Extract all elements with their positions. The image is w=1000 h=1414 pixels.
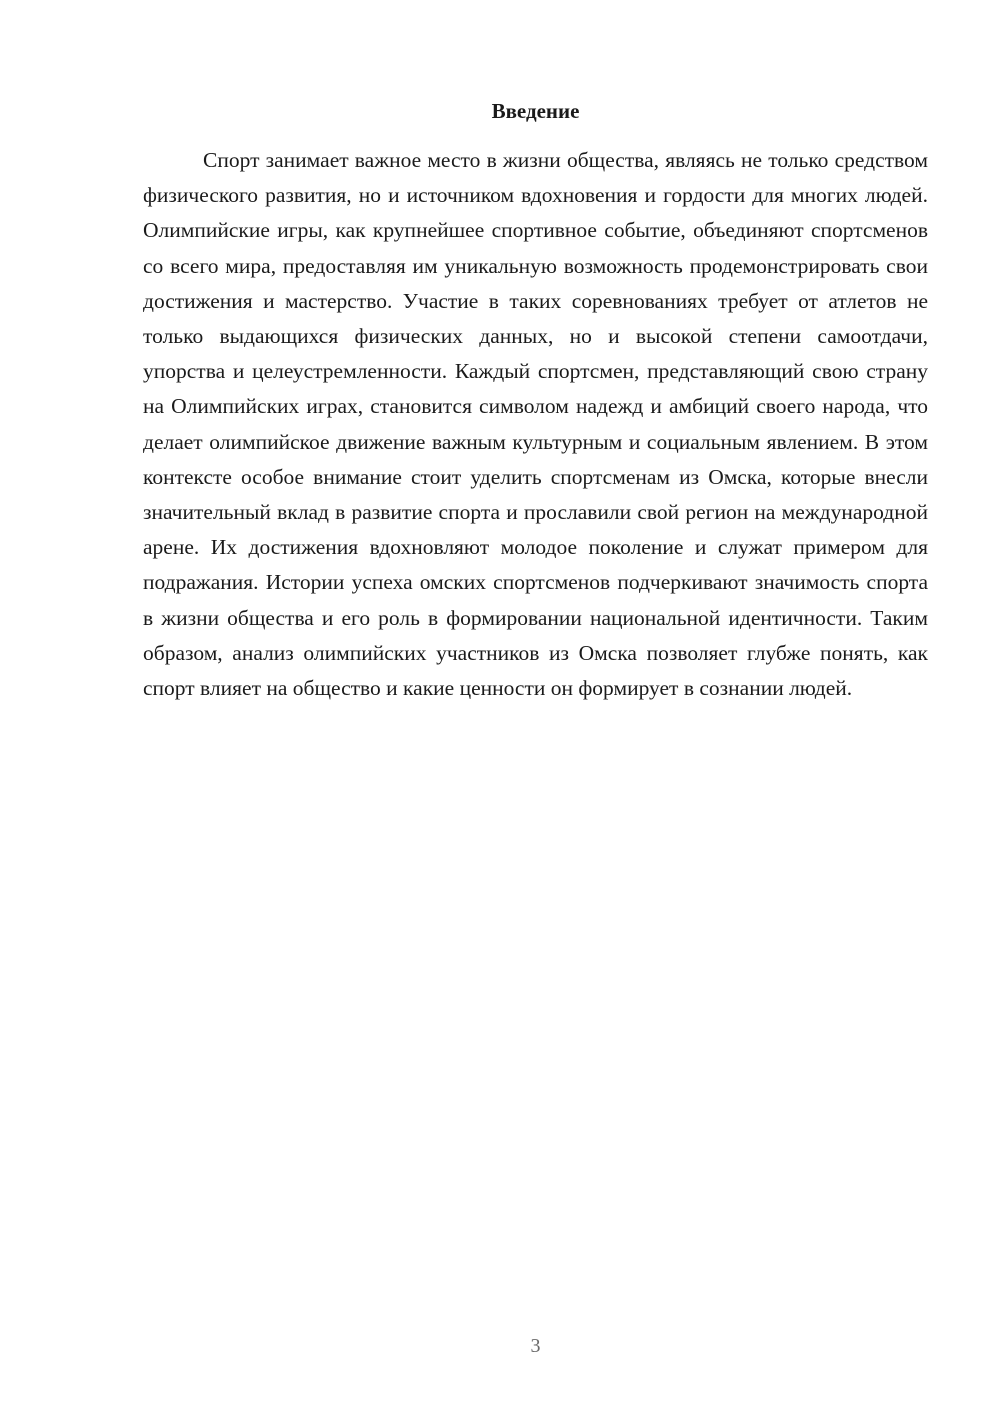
intro-paragraph: Спорт занимает важное место в жизни общества, являясь не только средством физического развития, но и источником вдохновения и гордости для многих людей. Олимпийские игры, как крупнейшее спортивное событие, объединяют спортсменов со всего мира, предоставляя им уникальную возможность продемонстрировать свои достижения и мастерство. Участие в таких соревнованиях требует от атлетов не только выдающихся физических данных, но и высокой степени самоотдачи, упорства и целеустремленности. Каждый спортсмен, представляющий свою страну на Олимпийских играх, становится символом надежд и амбиций своего народа, что делает олимпийское движение важным культурным и социальным явлением. В этом контексте особое внимание стоит уделить спортсменам из Омска, которые внесли значительный вклад в развитие спорта и прославили свой регион на международной арене. Их достижения вдохновляют молодое поколение и служат примером для подражания. Истории успеха омских спортсменов подчеркивают значимость спорта в жизни общества и его роль в формировании национальной идентичности. Таким образом, анализ олимпийских участников из Омска позволяет глубже понять, как спорт влияет на общество и какие ценности он формирует в сознании людей.	[143, 148, 928, 701]
section-heading: Введение	[491, 99, 580, 123]
page-number: 3	[530, 1335, 541, 1357]
